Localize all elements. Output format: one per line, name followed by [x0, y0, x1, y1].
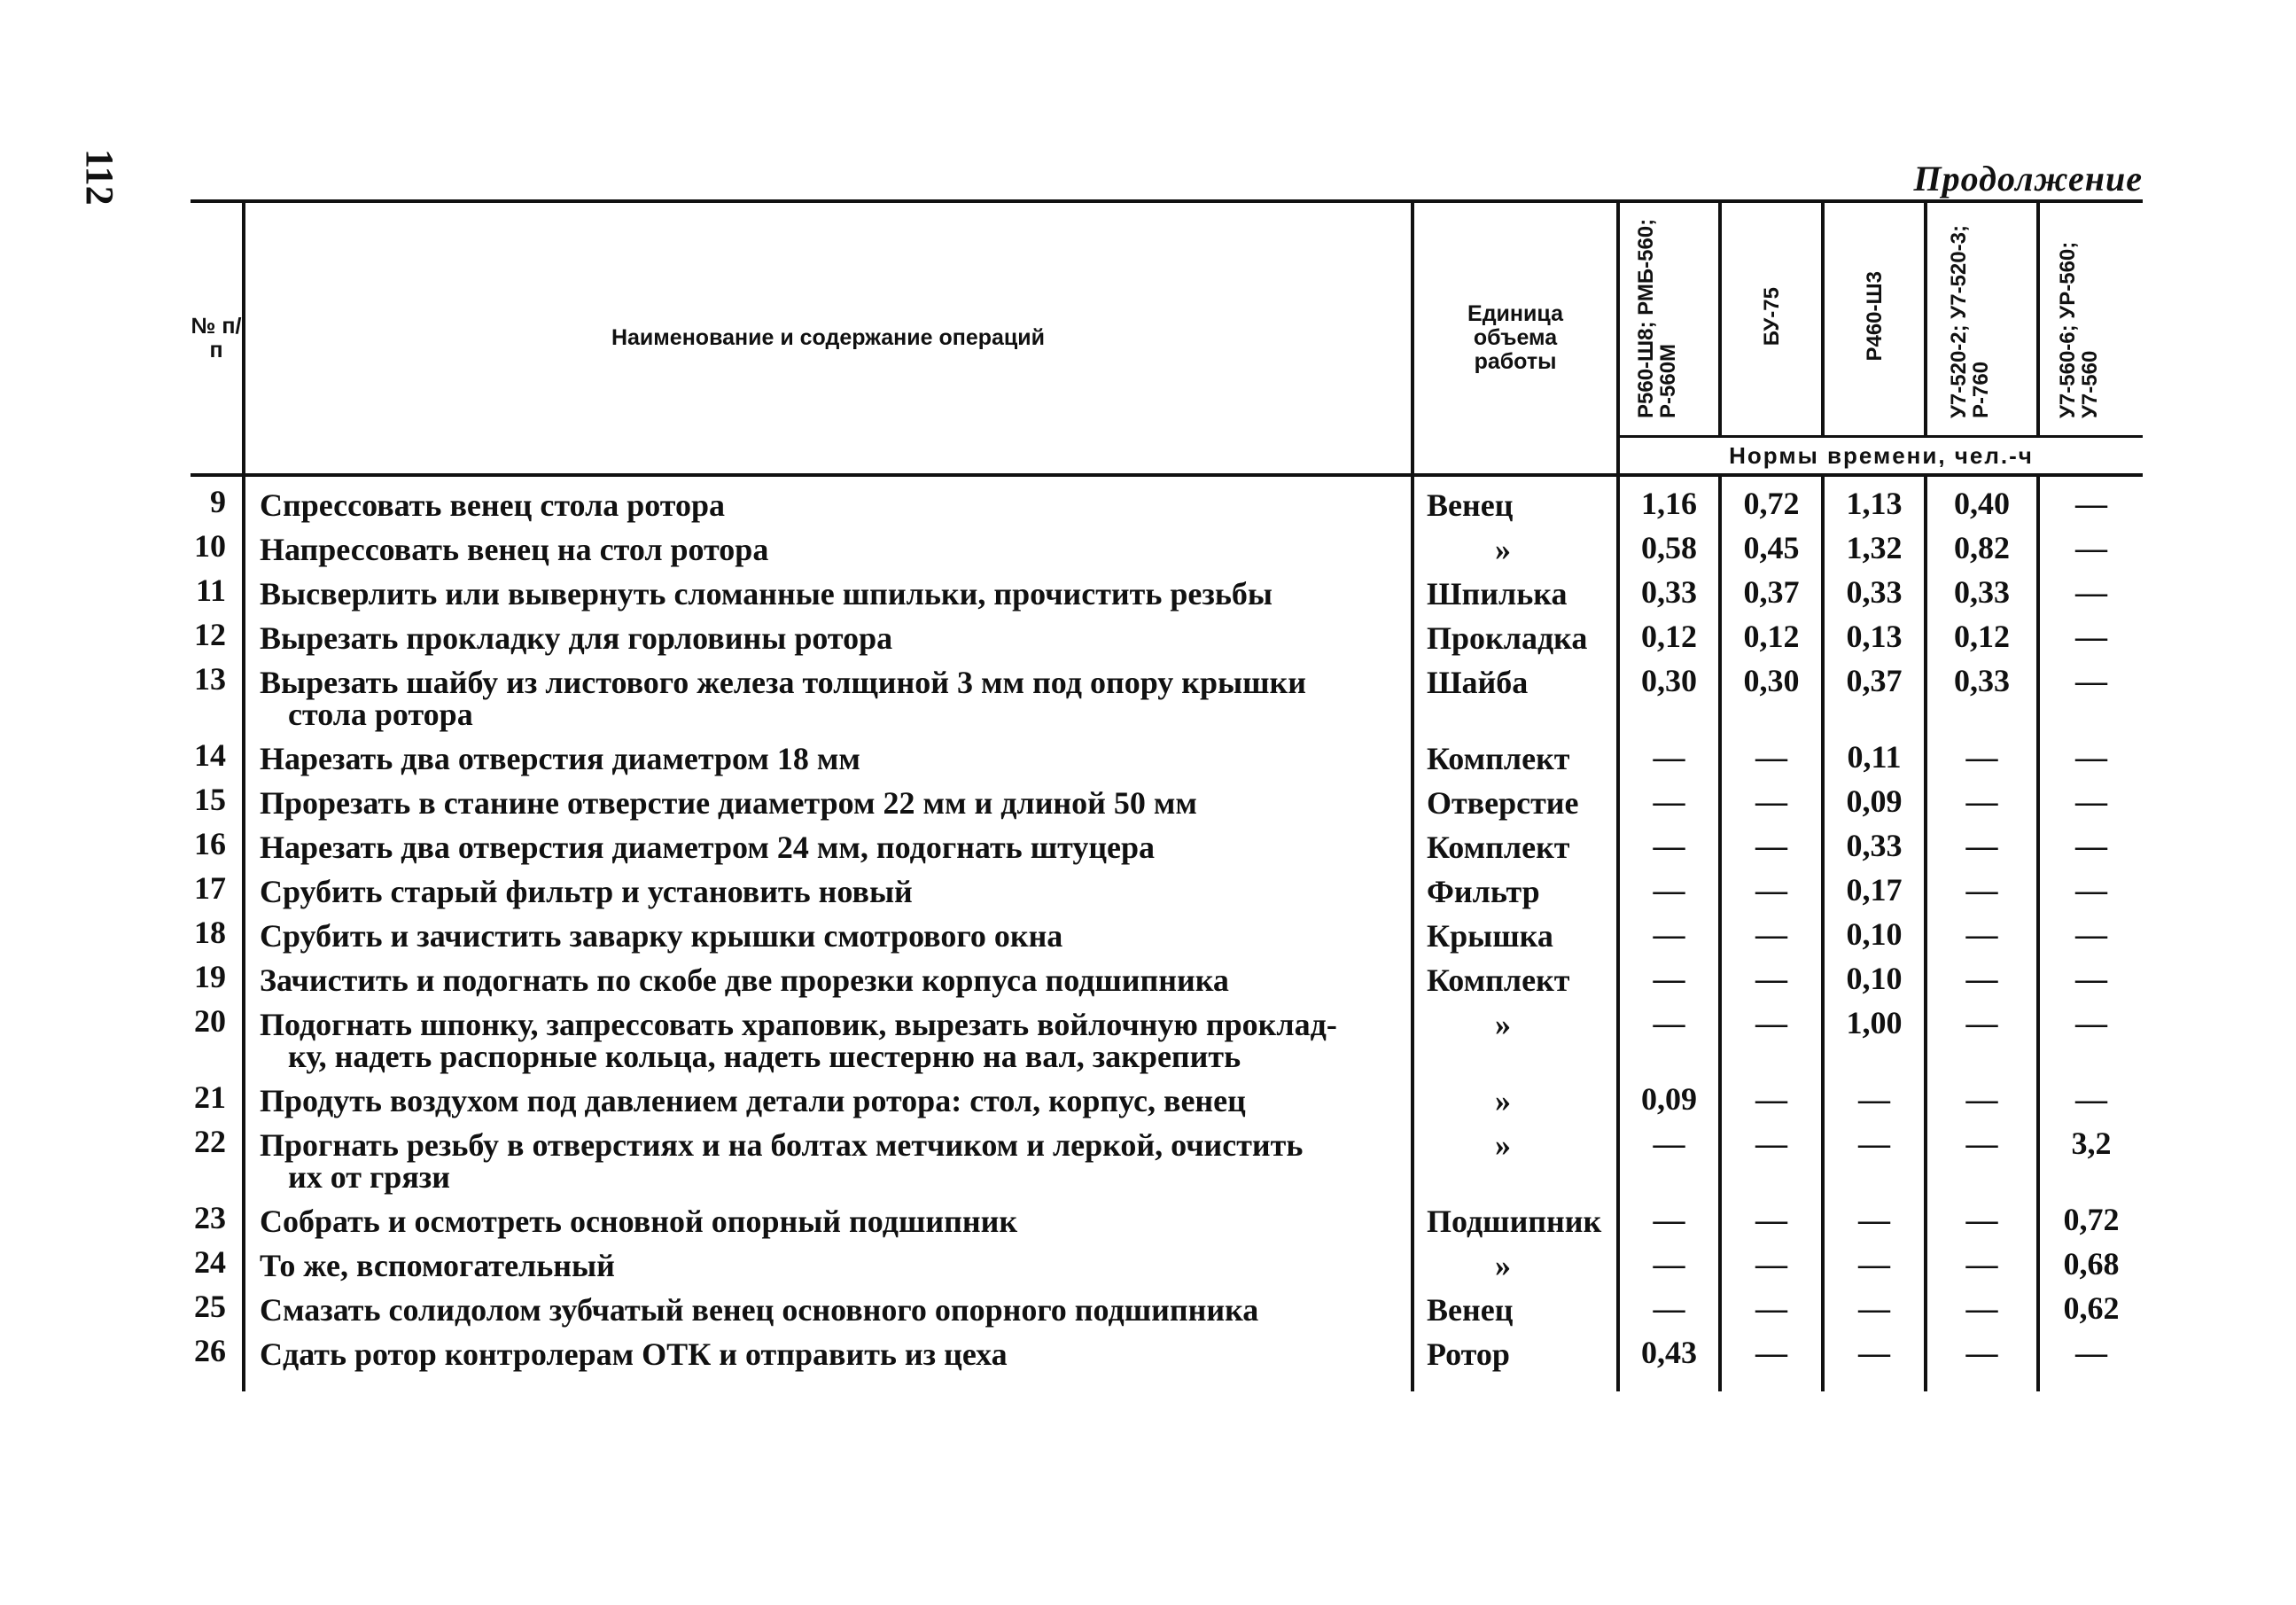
norm-value-4: 0,12	[1926, 610, 2038, 654]
operation-name-cell	[244, 521, 1413, 565]
row-number: 18	[191, 908, 244, 952]
norm-value-2: —	[1720, 952, 1823, 996]
header-model-1	[1618, 201, 1720, 437]
unit-cell: Шайба	[1413, 654, 1618, 730]
table-row	[191, 819, 2143, 863]
norm-value-4: —	[1926, 996, 2038, 1072]
norm-value-4: —	[1926, 908, 2038, 952]
unit-cell: »	[1413, 521, 1618, 565]
norm-value-3: —	[1823, 1326, 1926, 1391]
norm-value-5: 3,2	[2071, 1126, 2112, 1161]
operation-name-cell	[244, 863, 1413, 908]
operation-name: Сдать ротор контролерам ОТК и отправить из цеха	[260, 1336, 1008, 1372]
norm-value-1: 1,16	[1618, 475, 1720, 521]
table-row	[191, 521, 2143, 565]
operation-name-cell	[244, 730, 1413, 775]
norm-value-3: 1,32	[1823, 521, 1926, 565]
unit-cell: »	[1413, 1072, 1618, 1117]
header-model-3-text: Р460-Ш3	[1862, 271, 1887, 362]
norm-value-2: —	[1720, 996, 1823, 1072]
norm-value-1: 0,43	[1618, 1326, 1720, 1391]
norm-value-5: —	[2075, 574, 2107, 610]
operation-name-continued: стола ротора	[288, 697, 473, 732]
norm-value-2: 0,72	[1720, 475, 1823, 521]
norm-value-1: —	[1618, 1117, 1720, 1193]
norm-value-1: 0,09	[1618, 1072, 1720, 1117]
norm-value-2: —	[1720, 1237, 1823, 1282]
norm-value-2: —	[1720, 863, 1823, 908]
norms-label: Нормы времени, чел.-ч	[1618, 437, 2143, 476]
norm-value-1: 0,30	[1618, 654, 1720, 730]
row-number: 9	[191, 475, 244, 521]
operation-name-cell	[244, 1282, 1413, 1326]
header-model-3	[1823, 201, 1926, 437]
operation-name-cell	[244, 565, 1413, 610]
norm-value-5: 0,68	[2063, 1246, 2120, 1282]
unit-cell: Отверстие	[1413, 775, 1618, 819]
table-row	[191, 654, 2143, 730]
norm-value-1: —	[1618, 996, 1720, 1072]
norm-value-1: 0,12	[1618, 610, 1720, 654]
norm-value-5: —	[2075, 663, 2107, 698]
operation-name-cell	[244, 819, 1413, 863]
norm-value-4: —	[1926, 1117, 2038, 1193]
norm-value-2: 0,12	[1720, 610, 1823, 654]
table-row	[191, 730, 2143, 775]
norm-value-5: —	[2075, 1005, 2107, 1040]
unit-cell: Подшипник	[1413, 1193, 1618, 1237]
operation-name-cell	[244, 654, 1413, 730]
unit-cell: Комплект	[1413, 819, 1618, 863]
operation-name: Срубить и зачистить заварку крышки смотрового окна	[260, 918, 1063, 954]
norm-value-1: 0,33	[1618, 565, 1720, 610]
norm-value-2: —	[1720, 908, 1823, 952]
table-row	[191, 908, 2143, 952]
norm-value-1: —	[1618, 1237, 1720, 1282]
row-number: 22	[191, 1117, 244, 1193]
header-model-1-text: Р560-Ш8; РМБ-560; Р-560М	[1633, 218, 1680, 418]
table-row	[191, 1282, 2143, 1326]
table-row	[191, 565, 2143, 610]
operation-name: Напрессовать венец на стол ротора	[260, 532, 769, 567]
norm-value-3: —	[1823, 1117, 1926, 1193]
norms-table	[191, 199, 2143, 1391]
norm-value-5: —	[2075, 1081, 2107, 1117]
norm-value-1: —	[1618, 1282, 1720, 1326]
table-row	[191, 775, 2143, 819]
header-num: № п/п	[191, 201, 244, 475]
row-number: 21	[191, 1072, 244, 1117]
operation-name-cell	[244, 996, 1413, 1072]
row-number: 10	[191, 521, 244, 565]
norm-value-3: 0,13	[1823, 610, 1926, 654]
operation-name-cell	[244, 1117, 1413, 1193]
norm-value-4: —	[1926, 730, 2038, 775]
unit-cell: Венец	[1413, 1282, 1618, 1326]
operation-name-cell	[244, 1326, 1413, 1391]
norm-value-4: —	[1926, 1237, 2038, 1282]
operation-name: Прогнать резьбу в отверстиях и на болтах метчиком и леркой, очистить	[260, 1127, 1304, 1163]
unit-cell: Крышка	[1413, 908, 1618, 952]
norm-value-5: 0,62	[2063, 1290, 2120, 1326]
operation-name-cell	[244, 1193, 1413, 1237]
row-number: 23	[191, 1193, 244, 1237]
norm-value-4: 0,82	[1926, 521, 2038, 565]
page-number: 112	[78, 149, 121, 206]
operation-name: Прорезать в станине отверстие диаметром 22 мм и длиной 50 мм	[260, 785, 1197, 821]
unit-cell: Шпилька	[1413, 565, 1618, 610]
row-number: 16	[191, 819, 244, 863]
row-number: 26	[191, 1326, 244, 1391]
unit-cell: Ротор	[1413, 1326, 1618, 1391]
operation-name: Продуть воздухом под давлением детали ротора: стол, корпус, венец	[260, 1083, 1246, 1118]
operation-name-cell	[244, 908, 1413, 952]
unit-cell: »	[1413, 1117, 1618, 1193]
continuation-label: Продолжение	[1913, 159, 2143, 199]
operation-name: То же, вспомогательный	[260, 1248, 615, 1283]
operation-name-cell	[244, 775, 1413, 819]
header-name: Наименование и содержание операций	[244, 201, 1413, 475]
norm-value-3: 0,10	[1823, 908, 1926, 952]
row-number: 17	[191, 863, 244, 908]
operation-name: Нарезать два отверстия диаметром 18 мм	[260, 741, 860, 776]
table-header-row	[191, 201, 2143, 437]
operation-name: Собрать и осмотреть основной опорный подшипник	[260, 1204, 1018, 1239]
norm-value-1: —	[1618, 908, 1720, 952]
row-number: 14	[191, 730, 244, 775]
norm-value-5: —	[2075, 828, 2107, 863]
row-number: 25	[191, 1282, 244, 1326]
header-model-4	[1926, 201, 2038, 437]
operation-name-continued: ку, надеть распорные кольца, надеть шестерню на вал, закрепить	[288, 1039, 1241, 1074]
norm-value-5: —	[2075, 619, 2107, 654]
norm-value-5: —	[2075, 486, 2107, 521]
table-row	[191, 1326, 2143, 1391]
header-model-5	[2038, 201, 2143, 437]
operation-name: Вырезать шайбу из листового железа толщиной 3 мм под опору крышки	[260, 665, 1307, 700]
header-model-2	[1720, 201, 1823, 437]
unit-cell: Фильтр	[1413, 863, 1618, 908]
operation-name: Вырезать прокладку для горловины ротора	[260, 620, 893, 656]
table-row	[191, 996, 2143, 1072]
norm-value-3: —	[1823, 1237, 1926, 1282]
header-model-5-text: У7-560-6; УР-560; У7-560	[2056, 241, 2102, 418]
operation-name: Нарезать два отверстия диаметром 24 мм, подогнать штуцера	[260, 830, 1156, 865]
norm-value-2: 0,37	[1720, 565, 1823, 610]
table-row	[191, 475, 2143, 521]
norm-value-4: —	[1926, 1282, 2038, 1326]
norm-value-3: 0,09	[1823, 775, 1926, 819]
table-body	[191, 475, 2143, 1391]
norm-value-4: —	[1926, 775, 2038, 819]
unit-cell: »	[1413, 1237, 1618, 1282]
operation-name: Высверлить или вывернуть сломанные шпильки, прочистить резьбы	[260, 576, 1273, 612]
norm-value-1: —	[1618, 775, 1720, 819]
operation-name: Срубить старый фильтр и установить новый	[260, 874, 913, 909]
table-row	[191, 1237, 2143, 1282]
operation-name-continued: их от грязи	[288, 1159, 451, 1195]
norm-value-2: —	[1720, 1072, 1823, 1117]
norm-value-3: 1,00	[1823, 996, 1926, 1072]
norm-value-4: —	[1926, 952, 2038, 996]
norm-value-2: —	[1720, 1193, 1823, 1237]
norm-value-3: 0,37	[1823, 654, 1926, 730]
norm-value-3: 0,33	[1823, 819, 1926, 863]
operation-name-cell	[244, 610, 1413, 654]
table-row	[191, 863, 2143, 908]
norm-value-2: —	[1720, 775, 1823, 819]
operation-name: Подогнать шпонку, запрессовать храповик, вырезать войлочную проклад-	[260, 1007, 1337, 1042]
table-row	[191, 1117, 2143, 1193]
row-number: 12	[191, 610, 244, 654]
table-row	[191, 1072, 2143, 1117]
header-model-4-text: У7-520-2; У7-520-3; Р-760	[1946, 225, 1993, 418]
norm-value-5: —	[2075, 739, 2107, 775]
norm-value-1: 0,58	[1618, 521, 1720, 565]
norm-value-3: —	[1823, 1072, 1926, 1117]
norm-value-3: —	[1823, 1282, 1926, 1326]
norm-value-2: 0,30	[1720, 654, 1823, 730]
unit-cell: Комплект	[1413, 952, 1618, 996]
operation-name: Зачистить и подогнать по скобе две прорезки корпуса подшипника	[260, 962, 1229, 998]
norm-value-3: 0,17	[1823, 863, 1926, 908]
norm-value-3: 1,13	[1823, 475, 1926, 521]
norm-value-2: —	[1720, 1326, 1823, 1391]
norm-value-1: —	[1618, 1193, 1720, 1237]
row-number: 15	[191, 775, 244, 819]
norm-value-3: 0,10	[1823, 952, 1926, 996]
table-row	[191, 952, 2143, 996]
operation-name: Смазать солидолом зубчатый венец основного опорного подшипника	[260, 1292, 1259, 1328]
table-row	[191, 610, 2143, 654]
norm-value-4: —	[1926, 1326, 2038, 1391]
norm-value-3: 0,11	[1823, 730, 1926, 775]
header-unit-text: Единица объема работы	[1467, 301, 1563, 374]
norm-value-4: —	[1926, 1072, 2038, 1117]
norm-value-5: —	[2075, 961, 2107, 996]
norm-value-4: —	[1926, 1193, 2038, 1237]
norm-value-4: 0,33	[1926, 654, 2038, 730]
operation-name-cell	[244, 1072, 1413, 1117]
row-number: 20	[191, 996, 244, 1072]
norm-value-1: —	[1618, 819, 1720, 863]
operation-name-cell	[244, 952, 1413, 996]
table-row	[191, 1193, 2143, 1237]
norm-value-3: —	[1823, 1193, 1926, 1237]
norm-value-2: —	[1720, 730, 1823, 775]
norm-value-5: —	[2075, 1335, 2107, 1370]
norm-value-1: —	[1618, 952, 1720, 996]
unit-cell: Прокладка	[1413, 610, 1618, 654]
operation-name-cell	[244, 475, 1413, 521]
unit-cell: Комплект	[1413, 730, 1618, 775]
row-number: 24	[191, 1237, 244, 1282]
norm-value-5: —	[2075, 916, 2107, 952]
norm-value-2: —	[1720, 819, 1823, 863]
norm-value-4: —	[1926, 863, 2038, 908]
norm-value-4: 0,33	[1926, 565, 2038, 610]
norm-value-1: —	[1618, 863, 1720, 908]
row-number: 11	[191, 565, 244, 610]
norm-value-5: —	[2075, 530, 2107, 565]
operation-name-cell	[244, 1237, 1413, 1282]
header-unit	[1413, 201, 1618, 475]
norm-value-4: 0,40	[1926, 475, 2038, 521]
row-number: 19	[191, 952, 244, 996]
norm-value-5: —	[2075, 783, 2107, 819]
norm-value-4: —	[1926, 819, 2038, 863]
norm-value-2: —	[1720, 1282, 1823, 1326]
norm-value-5: 0,72	[2063, 1202, 2120, 1237]
norm-value-5: —	[2075, 872, 2107, 908]
norm-value-3: 0,33	[1823, 565, 1926, 610]
norm-value-2: —	[1720, 1117, 1823, 1193]
operation-name: Спрессовать венец стола ротора	[260, 487, 726, 523]
unit-cell: »	[1413, 996, 1618, 1072]
row-number: 13	[191, 654, 244, 730]
header-model-2-text: БУ-75	[1759, 286, 1784, 347]
norm-value-1: —	[1618, 730, 1720, 775]
unit-cell: Венец	[1413, 475, 1618, 521]
norm-value-2: 0,45	[1720, 521, 1823, 565]
